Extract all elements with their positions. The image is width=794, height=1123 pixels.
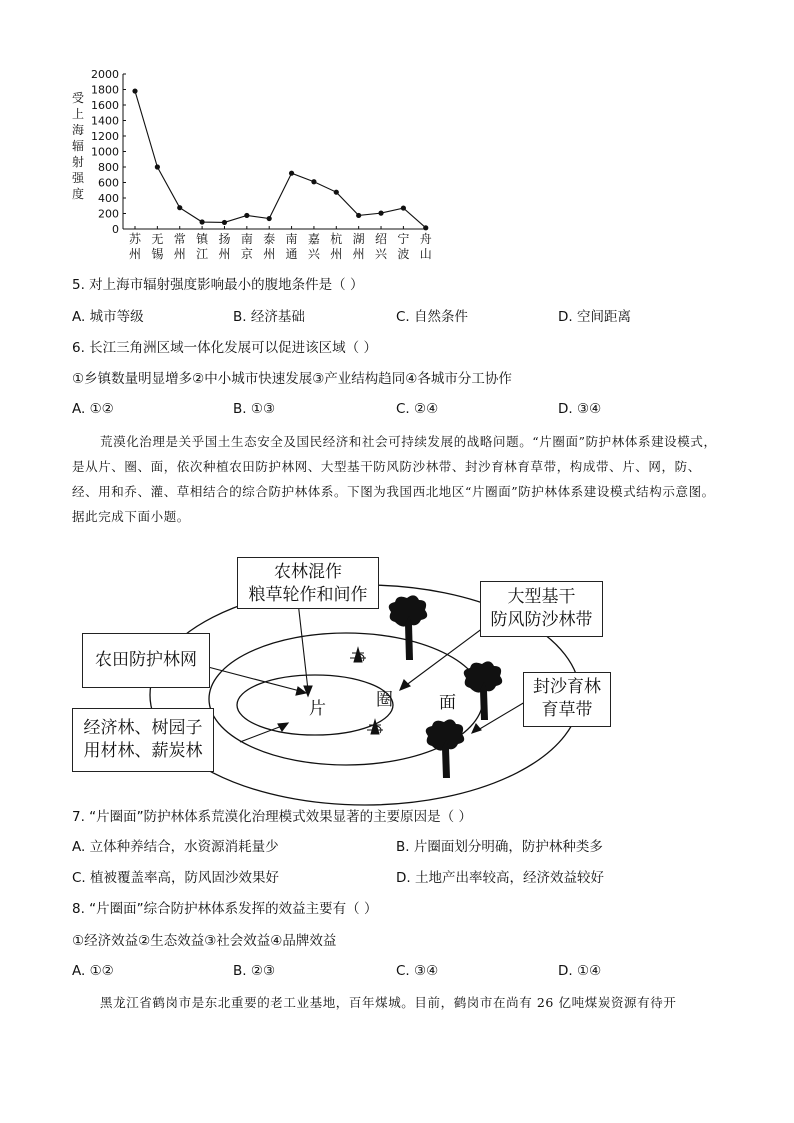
tree-icon: [464, 661, 503, 720]
q8-items: ①经济效益②生态效益③社会效益④品牌效益: [72, 933, 337, 949]
box-daxing-line2: 防风防沙林带: [490, 610, 593, 630]
label-mian: 面: [439, 693, 456, 713]
y-label-char: 射: [71, 155, 85, 169]
box-fengsha-line2: 育草带: [541, 700, 593, 720]
x-tick-char: 绍: [375, 232, 388, 246]
q8-option-d[interactable]: D. ①④: [558, 963, 602, 979]
data-point: [132, 88, 137, 93]
box-nonglin-line2: 粮草轮作和间作: [248, 585, 368, 605]
y-label-char: 上: [71, 107, 85, 121]
x-tick-char: 州: [352, 247, 365, 261]
y-tick-label: 1800: [91, 83, 119, 97]
x-tick-label: [420, 232, 432, 261]
data-point: [199, 219, 204, 224]
q8-stem: 8. “片圈面”综合防护林体系发挥的效益主要有（ ）: [72, 901, 378, 917]
q7-option-b[interactable]: B. 片圈面划分明确，防护林种类多: [396, 839, 603, 855]
x-tick-label: [151, 232, 163, 261]
box-nonglin-hunzuo: [237, 557, 379, 609]
x-tick-char: 宁: [397, 232, 410, 246]
box-fengsha-line1: 封沙育林: [533, 677, 601, 697]
x-tick-label: [286, 231, 298, 261]
q8-option-a[interactable]: A. ①②: [72, 963, 114, 979]
q6-option-b[interactable]: B. ①③: [233, 401, 276, 417]
y-tick-label: 0: [112, 223, 119, 236]
x-tick-char: 杭: [330, 232, 343, 246]
label-quan: 圈: [376, 690, 393, 710]
x-tick-char: 山: [419, 247, 432, 261]
x-tick-label: [353, 231, 365, 261]
x-tick-char: 镇: [196, 232, 209, 246]
x-tick-char: 州: [173, 247, 186, 261]
y-label-char: 强: [71, 171, 85, 185]
x-tick-char: 扬: [218, 232, 231, 246]
q5-option-c[interactable]: C. 自然条件: [396, 309, 469, 325]
x-tick-char: 无: [151, 232, 164, 246]
box-daxing-jigan: [480, 581, 603, 637]
x-tick-label: [397, 232, 409, 261]
box-nongtian-fanghulin: 农田防护林网: [82, 633, 210, 688]
y-axis-label: [72, 91, 85, 201]
q6-option-c[interactable]: C. ②④: [396, 401, 439, 417]
q5-option-a[interactable]: A. 城市等级: [72, 309, 144, 325]
data-points: [132, 88, 428, 230]
x-tick-char: 湖: [352, 232, 365, 246]
q6-option-d[interactable]: D. ③④: [558, 401, 602, 417]
reading-passage: 荒漠化治理是关乎国土生态安全及国民经济和社会可持续发展的战略问题。“片圈面”防护林体系建设模式，是从片、圈、面，依次种植农田防护林网、大型基干防风防沙林带、封沙育林育草带，构成带、片、网，防、经、用和乔、灌、草相结合的综合防护林体系。下图为我国西北地区“片圈面”防护林体系建设模式结构示意图。据此完成下面小题。: [72, 434, 717, 524]
q5-option-d[interactable]: D. 空间距离: [558, 309, 631, 325]
box-daxing-line1: 大型基干: [507, 587, 576, 607]
y-tick-label: 1000: [91, 145, 119, 159]
box-jingji-line2: 用材林、薪炭林: [83, 741, 203, 761]
data-point: [378, 211, 383, 216]
y-tick-label: 800: [98, 161, 119, 174]
x-tick-label: [263, 232, 275, 261]
shrub-icon: [350, 648, 366, 662]
x-tick-char: 苏: [128, 232, 142, 246]
radiation-line-chart: [60, 60, 450, 270]
data-point: [356, 213, 361, 218]
x-tick-char: 州: [218, 247, 231, 261]
x-tick-char: 波: [397, 247, 410, 261]
data-point: [244, 213, 249, 218]
next-passage: 黑龙江省鹤岗市是东北重要的老工业基地，百年煤城。目前，鹤岗市在尚有 26 亿吨煤炭资源有待开: [100, 995, 677, 1010]
box-jingji-line1: 经济林、树园子: [83, 718, 203, 738]
data-point: [334, 190, 339, 195]
q8-option-c[interactable]: C. ③④: [396, 963, 439, 979]
x-tick-label: [330, 231, 342, 261]
x-tick-char: 州: [128, 247, 142, 261]
data-point: [177, 205, 182, 210]
x-tick-char: 兴: [375, 247, 388, 261]
y-tick-label: 1200: [91, 130, 119, 143]
x-tick-char: 州: [263, 247, 276, 261]
tree-icon: [389, 595, 428, 660]
box-nonglin-line1: 农林混作: [274, 562, 342, 582]
x-tick-label: [218, 231, 230, 261]
q6-items: ①乡镇数量明显增多②中小城市快速发展③产业结构趋同④各城市分工协作: [72, 371, 512, 387]
q7-option-c[interactable]: C. 植被覆盖率高，防风固沙效果好: [72, 870, 280, 886]
x-tick-label: [196, 231, 209, 261]
box-jingjilin: [72, 708, 214, 772]
x-tick-char: 南: [285, 232, 298, 246]
q6-stem: 6. 长江三角洲区域一体化发展可以促进该区域（ ）: [72, 340, 377, 356]
data-point: [155, 164, 160, 169]
q8-option-b[interactable]: B. ②③: [233, 963, 276, 979]
data-point: [222, 220, 227, 225]
x-tick-char: 南: [240, 232, 253, 246]
x-tick-label: [174, 231, 186, 261]
q7-stem: 7. “片圈面”防护林体系荒漠化治理模式效果显著的主要原因是（ ）: [72, 809, 472, 825]
y-tick-label: 1600: [91, 99, 119, 112]
x-tick-char: 常: [173, 232, 186, 246]
x-tick-char: 锡: [151, 247, 164, 261]
data-point: [423, 225, 428, 230]
data-point: [289, 171, 294, 176]
y-tick-label: 2000: [91, 68, 119, 81]
data-point: [311, 179, 316, 184]
tree-icon: [426, 719, 465, 778]
q5-option-b[interactable]: B. 经济基础: [233, 309, 305, 325]
x-tick-label: [308, 231, 321, 261]
x-tick-char: 泰: [263, 232, 276, 246]
y-label-char: 度: [71, 187, 85, 201]
y-tick-labels: [91, 68, 119, 236]
y-tick-label: 400: [98, 192, 119, 205]
x-tick-char: 通: [285, 247, 298, 261]
box-fengsha-yulin: [523, 672, 611, 727]
q7-option-d[interactable]: D. 土地产出率较高，经济效益较好: [396, 870, 604, 886]
x-tick-char: 州: [330, 247, 343, 261]
x-tick-label: [375, 232, 388, 261]
y-tick-label: 200: [98, 207, 119, 221]
data-point: [267, 216, 272, 221]
x-tick-label: [241, 231, 253, 261]
x-tick-label: [129, 232, 142, 261]
x-tick-char: 江: [196, 247, 209, 261]
x-tick-char: 嘉: [307, 232, 320, 246]
y-label-char: 海: [71, 123, 85, 137]
label-pian: 片: [309, 699, 326, 719]
x-tick-char: 舟: [419, 232, 432, 246]
y-label-char: 辐: [71, 139, 85, 153]
x-tick-char: 京: [240, 247, 253, 261]
y-tick-label: 1400: [91, 114, 119, 128]
x-tick-labels: [129, 231, 432, 261]
y-tick-label: 600: [98, 176, 119, 190]
q5-stem: 5. 对上海市辐射强度影响最小的腹地条件是（ ）: [72, 277, 364, 293]
y-label-char: 受: [71, 91, 85, 105]
q7-option-a[interactable]: A. 立体种养结合，水资源消耗量少: [72, 839, 279, 855]
x-tick-char: 兴: [307, 247, 320, 261]
data-point: [401, 205, 406, 210]
q6-option-a[interactable]: A. ①②: [72, 401, 114, 417]
